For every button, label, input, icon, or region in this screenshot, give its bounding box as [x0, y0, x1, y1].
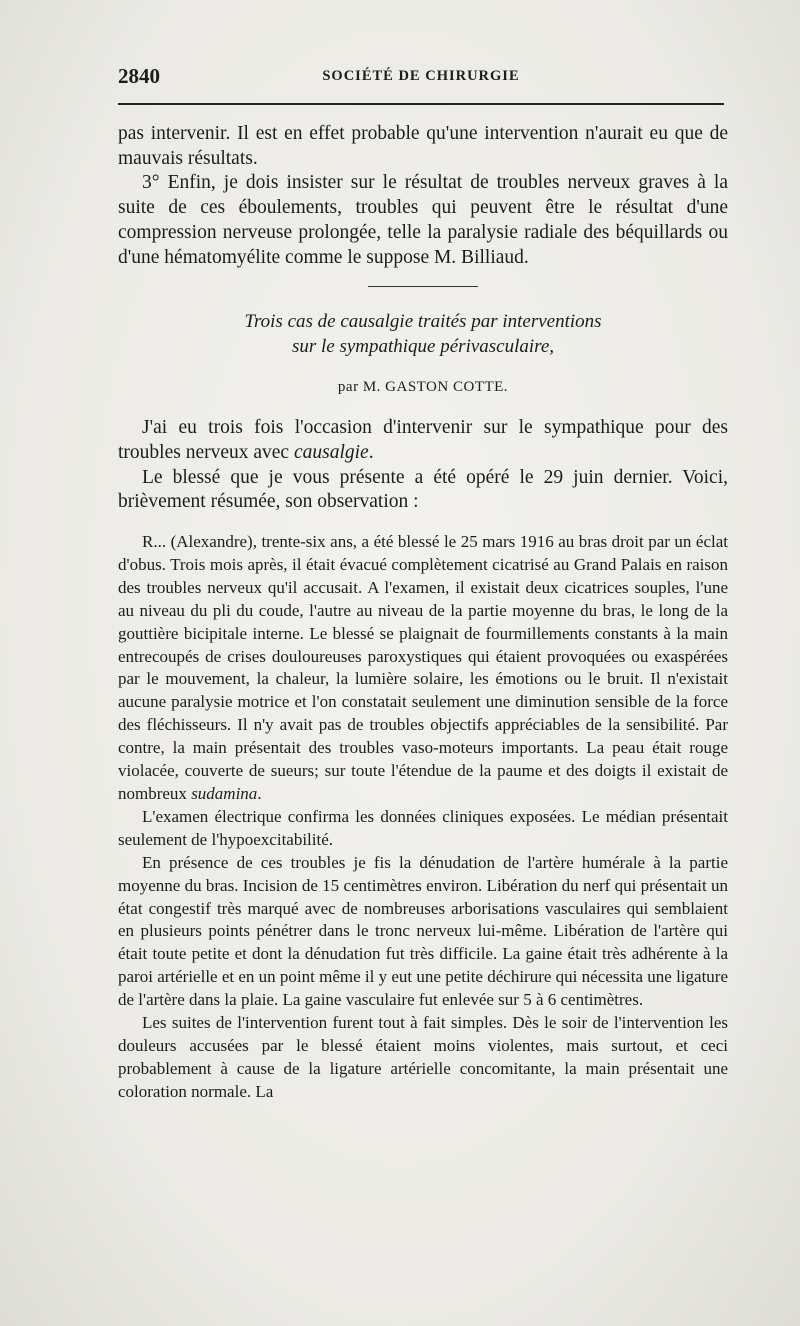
sudamina-term: sudamina	[191, 784, 258, 803]
observation-paragraph-1	[118, 531, 728, 806]
article-byline: par M. GASTON COTTE.	[337, 379, 509, 396]
article-title-line-2: sur le sympathique périvasculaire,	[291, 336, 555, 358]
causalgie-term: causalgie	[293, 441, 369, 463]
article-paragraph-1	[118, 416, 728, 465]
article-intro	[118, 416, 728, 515]
article-paragraph-2: Le blessé que je vous présente a été opéré le 29 juin dernier. Voici, brièvement résumée, son observation :	[118, 466, 728, 513]
header-rule	[118, 103, 724, 105]
article-paragraph-1-end: .	[368, 441, 374, 463]
page-header	[118, 64, 724, 94]
observation-paragraph-1-text: R... (Alexandre), trente-six ans, a été blessé le 25 mars 1916 au bras droit par un éclat d'obus. Trois mois après, il était évacué complètement cicatrisé au Grand Palais en raison des troubles nerveux qu'il accusait. A l'examen, il existait deux cicatrices souples, l'une au niveau du pli du coude, l'autre au niveau de la partie moyenne du bras, le long de la gouttière bicipitale interne. Le blessé se plaignait de fourmillements constants à la main entrecoupés de crises douloureuses paroxystiques qui étaient provoquées ou exaspérées par le mouvement, la chaleur, la lumière solaire, les émotions ou le bruit. Il n'existait aucune paralysie motrice et l'on constatait seulement une diminution sensible de la force des fléchisseurs. Il n'y avait pas de troubles objectifs appréciables de la sensibilité. Par contre, la main présentait des troubles vaso-moteurs importants. La peau était rouge violacée, couverte de sueurs; sur toute l'étendue de la paume et des doigts il existait de nombreux	[118, 532, 728, 803]
page-number: 2840	[118, 64, 160, 88]
observation-section	[118, 531, 728, 1104]
running-title: SOCIÉTÉ DE CHIRURGIE	[322, 68, 520, 84]
intro-section	[118, 122, 728, 270]
intro-paragraph-2: 3° Enfin, je dois insister sur le résultat de troubles nerveux graves à la suite de ces éboulements, troubles qui peuvent être le résultat d'une compression nerveuse prolongée, telle la paralysie radiale des béquillards ou d'une hématomyélite comme le suppose M. Billiaud.	[118, 172, 728, 268]
observation-paragraph-4: Les suites de l'intervention furent tout à fait simples. Dès le soir de l'intervention les douleurs accusées par le blessé étaient moins violentes, mais surtout, et ceci probablement à cause de la ligature artérielle concomitante, la main présentait une coloration normale. La	[118, 1013, 728, 1101]
observation-paragraph-1-end: .	[257, 784, 262, 803]
observation-paragraph-3: En présence de ces troubles je fis la dénudation de l'artère humérale à la partie moyenne du bras. Incision de 15 centimètres environ. Libération du nerf qui présentait un état congestif très marqué avec de nombreuses arborisations vasculaires qui semblaient en plusieurs points pénétrer dans le tronc nerveux lui-même. Libération de l'artère qui était toute petite et dont la dénudation fut très difficile. La gaine était très adhérente à la paroi artérielle et en un point même il y eut une petite déchirure qui nécessita une ligature de l'artère dans la plaie. La gaine vasculaire fut enlevée sur 5 à 6 centimètres.	[118, 852, 728, 1010]
page-body	[118, 122, 728, 1104]
section-separator	[368, 286, 478, 287]
article-title-line-1: Trois cas de causalgie traités par interventions	[244, 311, 602, 333]
observation-paragraph-2: L'examen électrique confirma les données cliniques exposées. Le médian présentait seulement de l'hypoexcitabilité.	[118, 806, 728, 849]
article-paragraph-1-text: J'ai eu trois fois l'occasion d'intervenir sur le sympathique pour des troubles nerveux avec	[118, 417, 728, 463]
intro-paragraph-1: pas intervenir. Il est en effet probable qu'une intervention n'aurait eu que de mauvais résultats.	[118, 123, 728, 169]
